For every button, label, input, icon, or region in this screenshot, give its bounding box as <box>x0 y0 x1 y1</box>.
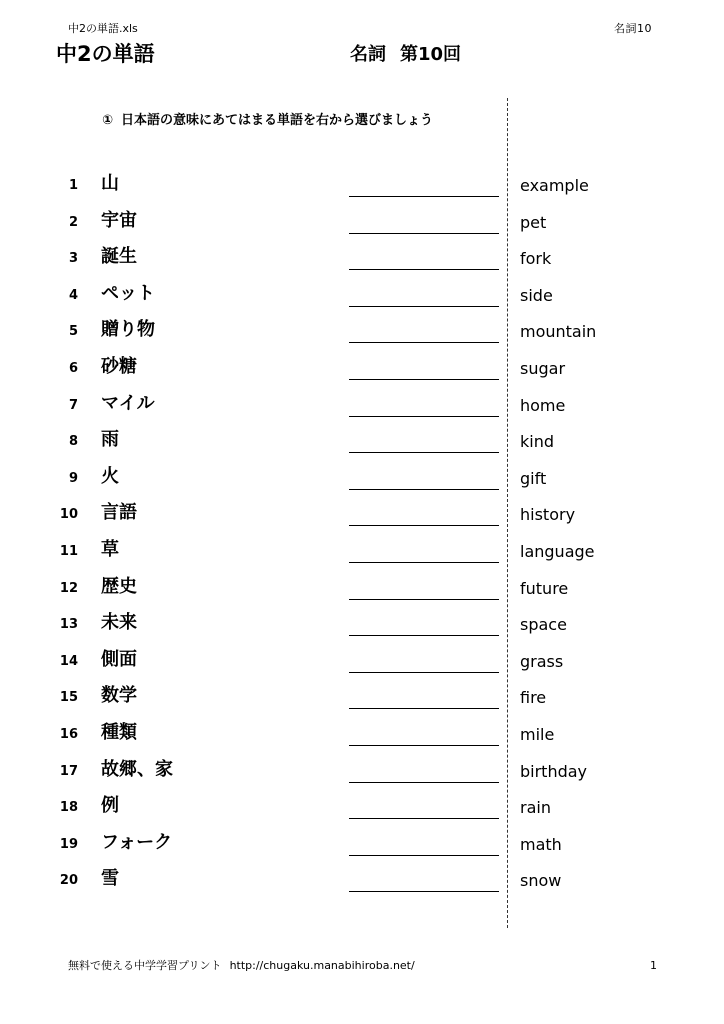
item-number: 17 <box>59 763 78 779</box>
answer-blank[interactable] <box>349 562 499 563</box>
english-choice: gift <box>520 468 547 488</box>
item-number: 20 <box>59 873 78 889</box>
answer-blank[interactable] <box>349 745 499 746</box>
exercise-row <box>0 423 724 460</box>
exercise-row <box>0 533 724 570</box>
answer-blank[interactable] <box>349 269 499 270</box>
exercise-row <box>0 753 724 790</box>
answer-blank[interactable] <box>349 782 499 783</box>
exercise-row <box>0 606 724 643</box>
answer-blank[interactable] <box>349 635 499 636</box>
japanese-word: 言語 <box>101 502 137 524</box>
document-title: 中2の単語 <box>56 42 155 66</box>
item-number: 8 <box>68 434 78 450</box>
english-choice: example <box>520 176 589 195</box>
item-number: 10 <box>59 507 78 523</box>
instruction-marker: ① <box>102 113 114 128</box>
item-number: 5 <box>68 324 78 340</box>
japanese-word: 歴史 <box>101 575 137 597</box>
subtitle-round: 第10回 <box>400 44 462 65</box>
exercise-row <box>0 167 724 204</box>
japanese-word: 火 <box>101 465 119 487</box>
japanese-word: 砂糖 <box>101 355 137 377</box>
exercise-row <box>0 313 724 350</box>
japanese-word: 例 <box>101 795 119 817</box>
answer-blank[interactable] <box>349 342 499 343</box>
japanese-word: ペット <box>101 282 155 304</box>
answer-blank[interactable] <box>349 416 499 417</box>
english-choice: future <box>520 578 569 598</box>
answer-blank[interactable] <box>349 855 499 856</box>
japanese-word: 宇宙 <box>101 209 137 231</box>
answer-blank[interactable] <box>349 452 499 453</box>
japanese-word: フォーク <box>101 831 173 853</box>
answer-blank[interactable] <box>349 525 499 526</box>
item-number: 2 <box>68 214 78 230</box>
item-number: 15 <box>59 690 78 706</box>
answer-blank[interactable] <box>349 233 499 234</box>
japanese-word: 誕生 <box>101 246 137 268</box>
english-choice: home <box>520 395 566 415</box>
english-choice: side <box>520 285 553 305</box>
japanese-word: 数学 <box>101 685 137 707</box>
exercise-row <box>0 679 724 716</box>
instruction <box>102 112 433 130</box>
file-name: 中2の単語.xls <box>68 22 138 35</box>
japanese-word: 贈り物 <box>101 319 155 341</box>
japanese-word: 種類 <box>101 721 137 743</box>
item-number: 3 <box>68 251 78 267</box>
footer-url[interactable]: http://chugaku.manabihiroba.net/ <box>229 959 415 972</box>
page-code: 名詞10 <box>614 22 652 35</box>
instruction-text: 日本語の意味にあてはまる単語を右から選びましょう <box>121 113 434 128</box>
item-number: 12 <box>59 580 78 596</box>
english-choice: pet <box>520 212 547 232</box>
exercise-row <box>0 277 724 314</box>
item-number: 16 <box>59 726 78 742</box>
item-number: 4 <box>68 287 78 303</box>
answer-blank[interactable] <box>349 891 499 892</box>
exercise-list <box>0 167 724 899</box>
page-number: 1 <box>650 959 657 972</box>
exercise-row <box>0 643 724 680</box>
exercise-row <box>0 204 724 241</box>
document-subtitle <box>350 42 461 68</box>
japanese-word: マイル <box>101 392 155 414</box>
answer-blank[interactable] <box>349 672 499 673</box>
answer-blank[interactable] <box>349 196 499 197</box>
english-choice: grass <box>520 651 564 671</box>
answer-blank[interactable] <box>349 489 499 490</box>
footer <box>68 959 415 973</box>
footer-site-name: 無料で使える中学学習プリント <box>68 959 222 972</box>
english-choice: birthday <box>520 761 588 781</box>
item-number: 11 <box>59 543 78 559</box>
item-number: 7 <box>68 397 78 413</box>
exercise-row <box>0 460 724 497</box>
answer-blank[interactable] <box>349 818 499 819</box>
english-choice: fire <box>520 688 547 708</box>
exercise-row <box>0 570 724 607</box>
exercise-row <box>0 496 724 533</box>
answer-blank[interactable] <box>349 708 499 709</box>
japanese-word: 草 <box>101 538 119 560</box>
subtitle-category: 名詞 <box>350 44 386 65</box>
japanese-word: 山 <box>101 173 119 194</box>
english-choice: rain <box>520 798 551 818</box>
answer-blank[interactable] <box>349 599 499 600</box>
english-choice: mile <box>520 724 555 744</box>
answer-blank[interactable] <box>349 379 499 380</box>
english-choice: snow <box>520 871 562 891</box>
exercise-row <box>0 862 724 899</box>
english-choice: math <box>520 834 562 854</box>
exercise-row <box>0 387 724 424</box>
item-number: 6 <box>68 360 78 376</box>
item-number: 18 <box>59 800 78 816</box>
english-choice: sugar <box>520 358 566 378</box>
japanese-word: 雪 <box>101 868 119 890</box>
exercise-row <box>0 350 724 387</box>
item-number: 19 <box>59 836 78 852</box>
exercise-row <box>0 826 724 863</box>
item-number: 13 <box>59 617 78 633</box>
english-choice: mountain <box>520 322 597 342</box>
english-choice: language <box>520 541 595 561</box>
exercise-row <box>0 789 724 826</box>
item-number: 1 <box>68 178 78 193</box>
japanese-word: 故郷、家 <box>101 758 173 780</box>
item-number: 14 <box>59 653 78 669</box>
exercise-row <box>0 716 724 753</box>
english-choice: fork <box>520 249 552 269</box>
answer-blank[interactable] <box>349 306 499 307</box>
japanese-word: 未来 <box>101 612 137 634</box>
english-choice: space <box>520 615 567 635</box>
japanese-word: 雨 <box>101 429 119 451</box>
english-choice: kind <box>520 432 555 452</box>
japanese-word: 側面 <box>101 648 137 670</box>
exercise-row <box>0 240 724 277</box>
english-choice: history <box>520 505 576 525</box>
item-number: 9 <box>68 470 78 486</box>
